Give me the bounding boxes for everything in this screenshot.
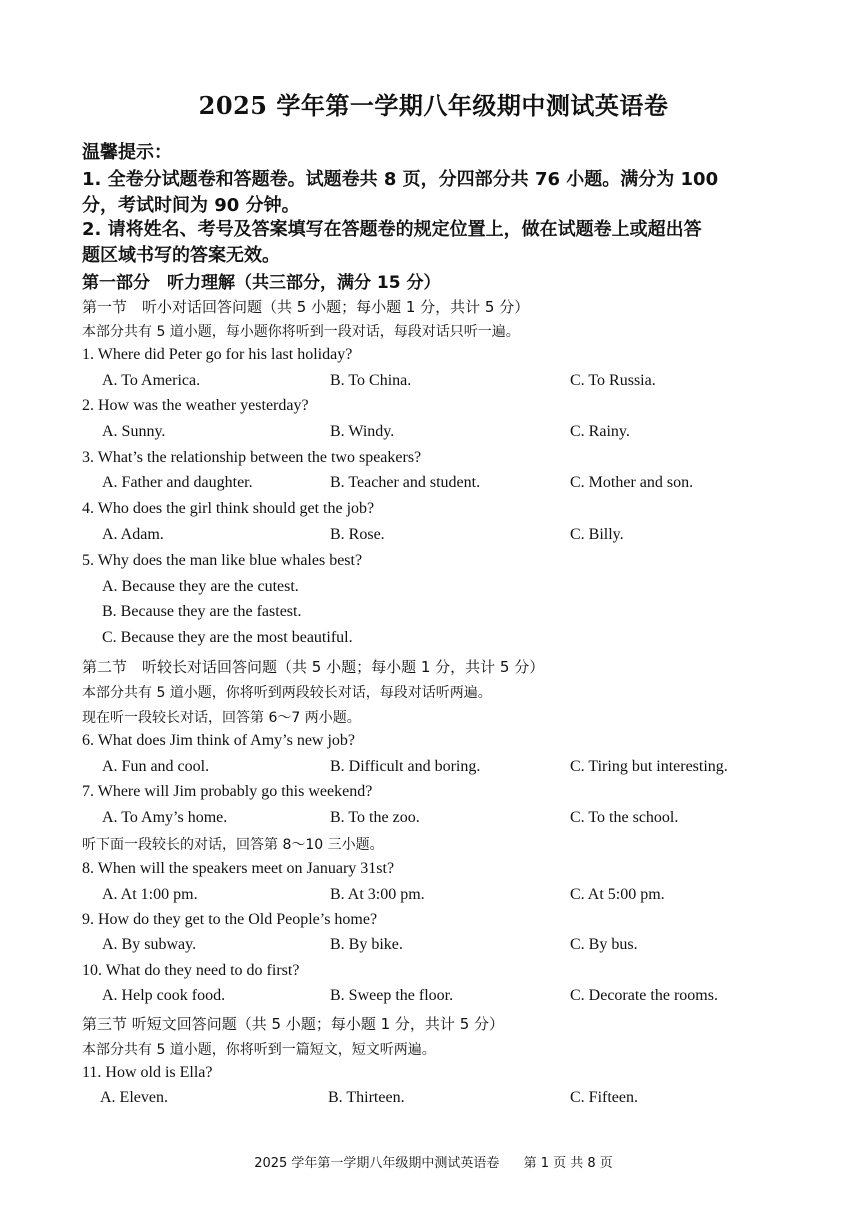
section2-note-2: 现在听一段较长对话，回答第 6～7 两小题。 bbox=[82, 710, 361, 726]
tips-heading: 温馨提示： bbox=[82, 142, 172, 163]
question-5-option-b: B. Because they are the fastest. bbox=[102, 603, 302, 620]
page-footer bbox=[0, 1152, 867, 1171]
section2-note-1: 本部分共有 5 道小题，你将听到两段较长对话，每段对话听两遍。 bbox=[82, 685, 492, 701]
question-1-option-b: B. To China. bbox=[330, 372, 412, 389]
tip-line-4: 题区域书写的答案无效。 bbox=[82, 245, 280, 266]
section1-heading: 第一节 听小对话回答问题（共 5 小题；每小题 1 分，共计 5 分） bbox=[82, 298, 530, 316]
question-2: 2. How was the weather yesterday? bbox=[82, 397, 309, 414]
question-3-option-a: A. Father and daughter. bbox=[102, 474, 253, 491]
question-3-option-b: B. Teacher and student. bbox=[330, 474, 481, 491]
question-9-option-b: B. By bike. bbox=[330, 936, 403, 953]
question-3: 3. What’s the relationship between the two speakers? bbox=[82, 449, 422, 466]
footer-exam-title: 2025 学年第一学期八年级期中测试英语卷 bbox=[254, 1156, 500, 1171]
question-1-option-a: A. To America. bbox=[102, 372, 201, 389]
tip-line-2: 分，考试时间为 90 分钟。 bbox=[82, 195, 300, 216]
question-9-option-a: A. By subway. bbox=[102, 936, 197, 953]
question-5: 5. Why does the man like blue whales best? bbox=[82, 552, 363, 569]
section3-note: 本部分共有 5 道小题，你将听到一篇短文，短文听两遍。 bbox=[82, 1042, 436, 1058]
question-3-option-c: C. Mother and son. bbox=[570, 474, 694, 491]
question-6-option-a: A. Fun and cool. bbox=[102, 758, 210, 775]
question-9-option-c: C. By bus. bbox=[570, 936, 638, 953]
question-8-option-b: B. At 3:00 pm. bbox=[330, 886, 425, 903]
question-4: 4. Who does the girl think should get the job? bbox=[82, 500, 375, 517]
section3-heading: 第三节 听短文回答问题（共 5 小题；每小题 1 分，共计 5 分） bbox=[82, 1015, 505, 1033]
question-10-option-a: A. Help cook food. bbox=[102, 987, 226, 1004]
section2-note-3: 听下面一段较长的对话，回答第 8～10 三小题。 bbox=[82, 837, 384, 853]
question-7-option-c: C. To the school. bbox=[570, 809, 679, 826]
question-11-option-a: A. Eleven. bbox=[100, 1089, 168, 1106]
tip-line-1: 1. 全卷分试题卷和答题卷。试题卷共 8 页，分四部分共 76 小题。满分为 100 bbox=[82, 169, 719, 190]
question-6-option-c: C. Tiring but interesting. bbox=[570, 758, 728, 775]
question-2-option-c: C. Rainy. bbox=[570, 423, 630, 440]
question-10-option-c: C. Decorate the rooms. bbox=[570, 987, 718, 1004]
question-4-option-a: A. Adam. bbox=[102, 526, 164, 543]
question-7-option-a: A. To Amy’s home. bbox=[102, 809, 228, 826]
section2-heading: 第二节 听较长对话回答问题（共 5 小题；每小题 1 分，共计 5 分） bbox=[82, 658, 545, 676]
question-6: 6. What does Jim think of Amy’s new job? bbox=[82, 732, 356, 749]
question-7: 7. Where will Jim probably go this weekend? bbox=[82, 783, 373, 800]
question-7-option-b: B. To the zoo. bbox=[330, 809, 420, 826]
question-11-option-c: C. Fifteen. bbox=[570, 1089, 638, 1106]
question-10-option-b: B. Sweep the floor. bbox=[330, 987, 454, 1004]
page-title: 2025 学年第一学期八年级期中测试英语卷 bbox=[198, 91, 669, 120]
question-5-option-a: A. Because they are the cutest. bbox=[102, 578, 299, 595]
question-1-option-c: C. To Russia. bbox=[570, 372, 656, 389]
question-1: 1. Where did Peter go for his last holiday? bbox=[82, 346, 353, 363]
question-4-option-c: C. Billy. bbox=[570, 526, 624, 543]
question-8: 8. When will the speakers meet on January 31st? bbox=[82, 860, 395, 877]
question-8-option-a: A. At 1:00 pm. bbox=[102, 886, 198, 903]
question-6-option-b: B. Difficult and boring. bbox=[330, 758, 481, 775]
question-9: 9. How do they get to the Old People’s home? bbox=[82, 911, 378, 928]
tip-line-3: 2. 请将姓名、考号及答案填写在答题卷的规定位置上，做在试题卷上或超出答 bbox=[82, 219, 702, 240]
question-11-option-b: B. Thirteen. bbox=[328, 1089, 405, 1106]
question-2-option-b: B. Windy. bbox=[330, 423, 395, 440]
question-8-option-c: C. At 5:00 pm. bbox=[570, 886, 665, 903]
footer-page-number: 第 1 页 共 8 页 bbox=[523, 1156, 613, 1171]
question-11: 11. How old is Ella? bbox=[82, 1064, 213, 1081]
question-4-option-b: B. Rose. bbox=[330, 526, 385, 543]
part1-heading: 第一部分 听力理解（共三部分，满分 15 分） bbox=[82, 273, 441, 293]
question-2-option-a: A. Sunny. bbox=[102, 423, 166, 440]
question-5-option-c: C. Because they are the most beautiful. bbox=[102, 629, 353, 646]
section1-note: 本部分共有 5 道小题，每小题你将听到一段对话，每段对话只听一遍。 bbox=[82, 324, 520, 340]
question-10: 10. What do they need to do first? bbox=[82, 962, 300, 979]
